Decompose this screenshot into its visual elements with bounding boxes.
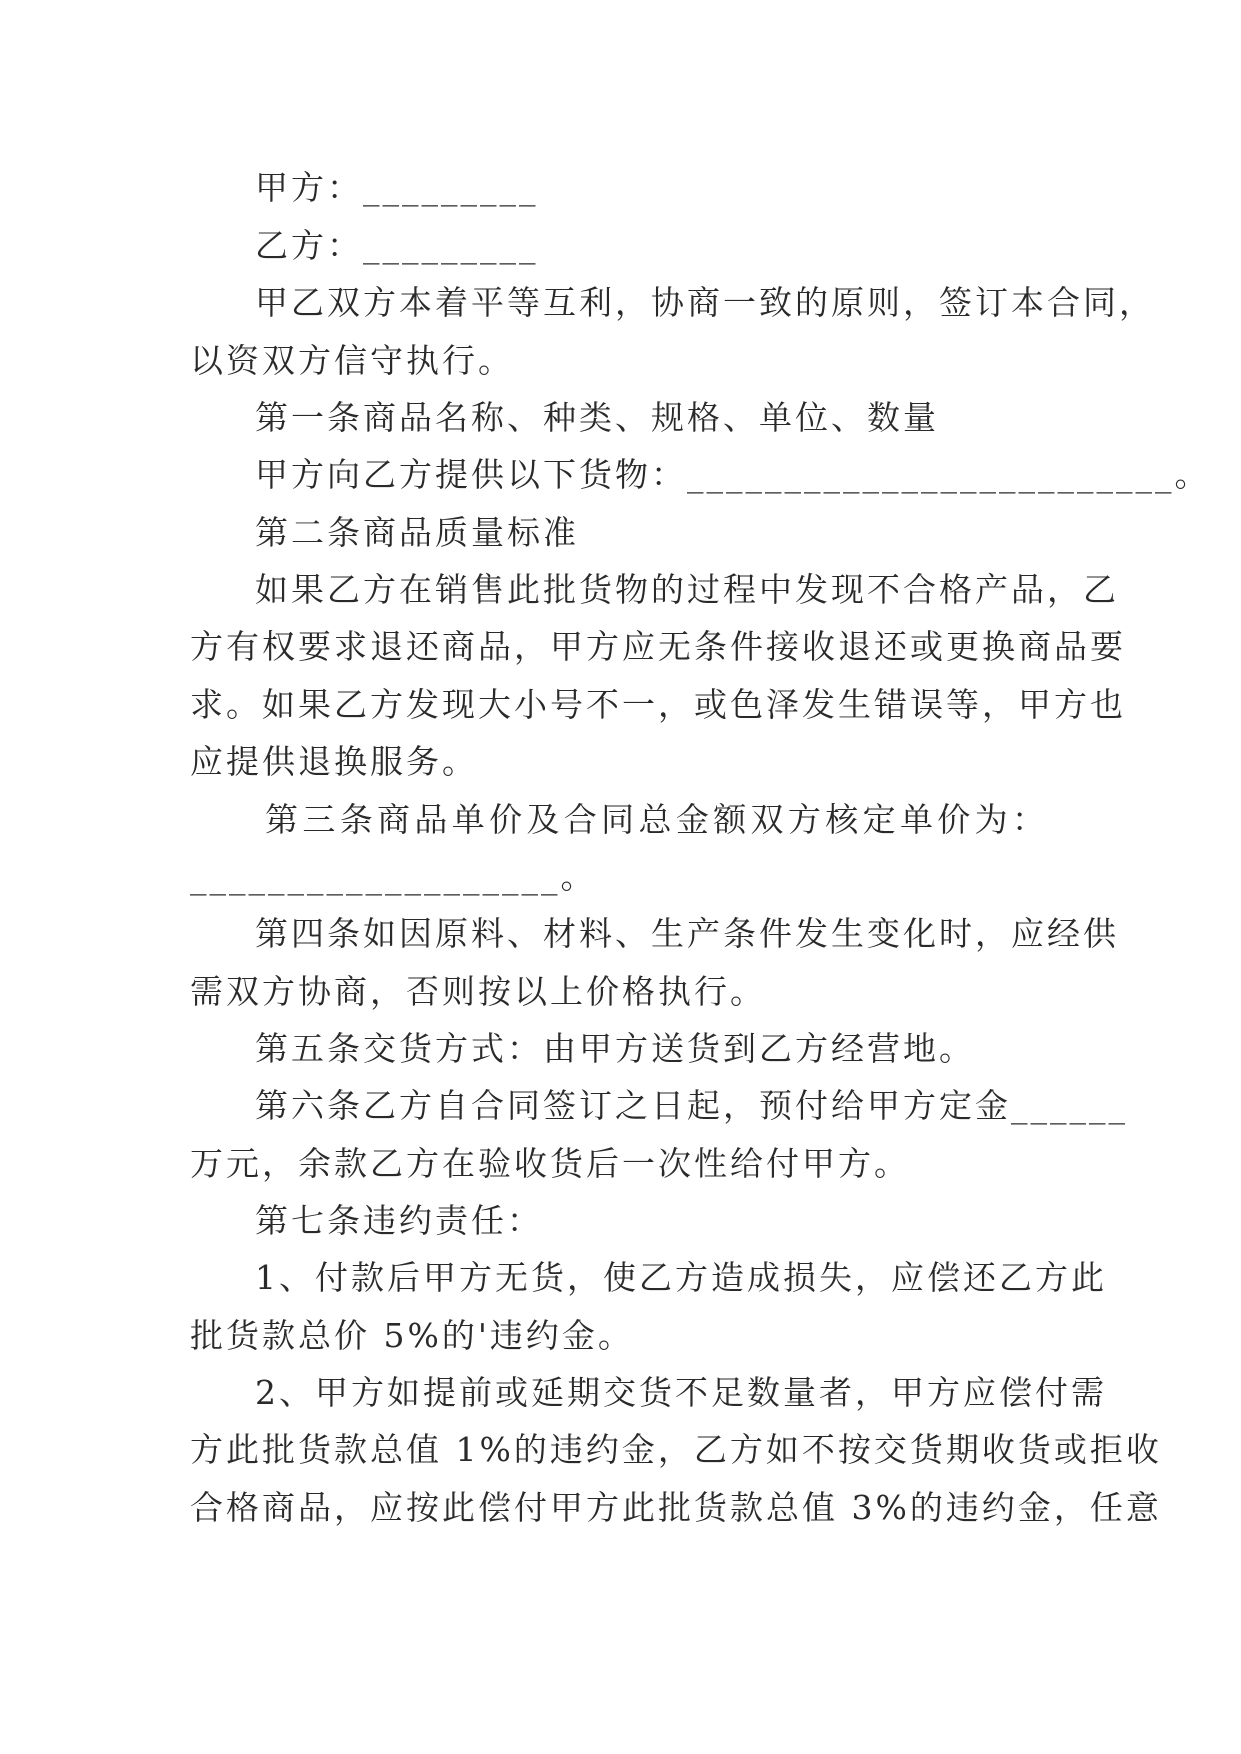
paragraph-line: 求。如果乙方发现大小号不一，或色泽发生错误等，甲方也 — [190, 685, 1126, 724]
paragraph-line: 以资双方信守执行。 — [190, 341, 514, 380]
article-heading: 第二条商品质量标准 — [255, 513, 579, 552]
paragraph-line: 如果乙方在销售此批货物的过程中发现不合格产品，乙 — [255, 570, 1119, 609]
article-heading: 第三条商品单价及合同总金额双方核定单价为： — [265, 800, 1048, 839]
article-heading: 第一条商品名称、种类、规格、单位、数量 — [255, 398, 939, 437]
article-heading: 第四条如因原料、材料、生产条件发生变化时，应经供 — [255, 914, 1119, 953]
article-heading: 第六条乙方自合同签订之日起，预付给甲方定金______ — [255, 1086, 1128, 1125]
paragraph-line: 合格商品，应按此偿付甲方此批货款总值 3%的违约金，任意 — [190, 1488, 1162, 1527]
paragraph-line: 甲方向乙方提供以下货物：_________________________。 — [255, 455, 1211, 494]
article-heading: 第七条违约责任： — [255, 1201, 543, 1240]
paragraph-line: ___________________。 — [190, 857, 597, 896]
list-item: 2、甲方如提前或延期交货不足数量者，甲方应偿付需 — [255, 1373, 1107, 1412]
article-heading: 第五条交货方式：由甲方送货到乙方经营地。 — [255, 1029, 975, 1068]
paragraph-line: 甲乙双方本着平等互利，协商一致的原则，签订本合同， — [255, 283, 1155, 322]
list-item: 1、付款后甲方无货，使乙方造成损失，应偿还乙方此 — [255, 1258, 1107, 1297]
paragraph-line: 应提供退换服务。 — [190, 742, 478, 781]
paragraph-line: 方有权要求退还商品，甲方应无条件接收退还或更换商品要 — [190, 627, 1126, 666]
paragraph-line: 万元，余款乙方在验收货后一次性给付甲方。 — [190, 1144, 910, 1183]
paragraph-line: 需双方协商，否则按以上价格执行。 — [190, 972, 766, 1011]
party-a-line: 甲方：_________ — [255, 168, 539, 207]
paragraph-line: 批货款总价 5%的'违约金。 — [190, 1316, 634, 1355]
paragraph-line: 方此批货款总值 1%的违约金，乙方如不按交货期收货或拒收 — [190, 1430, 1162, 1469]
party-b-line: 乙方：_________ — [255, 226, 539, 265]
